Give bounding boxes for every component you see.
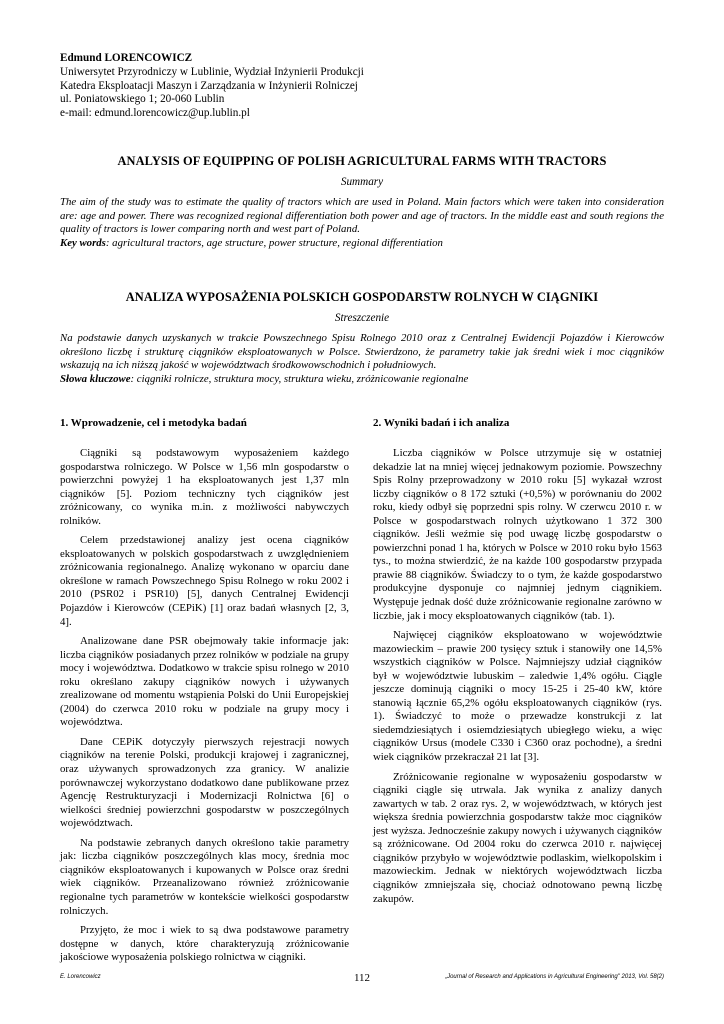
polish-summary-heading: Streszczenie xyxy=(334,312,390,324)
english-keywords-text: : agricultural tractors, age structure, power structure, regional differentiation xyxy=(105,236,443,249)
left-column xyxy=(60,416,349,965)
affiliation-line-university: Uniwersytet Przyrodniczy w Lublinie, Wydział Inżynierii Produkcji xyxy=(60,65,364,78)
paragraph: Analizowane dane PSR obejmowały takie informacje jak: liczba ciągników posiadanych przez rolników w podziale na grupy mocy i województwa. Dodatkowo w trakcie spisu rolnego w 2010 roku określano zakupy ciągników nowych i używanych zrealizowane od momentu wstąpienia Polski do Unii Europejskiej (2004) do czerwca 2010 roku w podziale na grupy mocy i województwa. xyxy=(60,635,349,729)
paragraph: Ciągniki są podstawowym wyposażeniem każdego gospodarstwa rolniczego. W Polsce w 1,56 mln gospodarstw o powierzchni powyżej 1 ha eksploatowanych jest 1,37 mln ciągników [5]. Poziom techniczny tych ciągników jest zróżnicowany, co wynika m.in. z możliwości nabywczych rolników. xyxy=(60,447,349,527)
affiliation-line-address: ul. Poniatowskiego 1; 20-060 Lublin xyxy=(60,93,225,106)
author-block xyxy=(60,52,480,121)
polish-title: ANALIZA WYPOSAŻENIA POLSKICH GOSPODARSTW ROLNYCH W CIĄGNIKI xyxy=(125,290,599,304)
polish-keywords-text: : ciągniki rolnicze, struktura mocy, struktura wieku, zróżnicowanie regionalne xyxy=(130,372,469,385)
paragraph: Liczba ciągników w Polsce utrzymuje się w ostatniej dekadzie lat na mniej więcej jednakowym poziomie. Powszechny Spis Rolny przeprowadzony w 2010 roku [5] wykazał wzrost liczby ciągników o 8 172 sztuki (+0,5%) w porównaniu do 2002 roku, kiedy odbył się poprzedni spis rolny. W czerwcu 2010 r. w Polsce w gospodarstwach rolnych użytkowano 1 372 300 ciągników. Jeśli weźmie się pod uwagę liczbę gospodarstw o powierzchni ponad 1 ha, których w Polsce w 2010 roku było 1563 tys., to można stwierdzić, że na każde 100 gospodarstw przypada prawie 88 ciągników. Świadczy to o tym, że każde gospodarstwo produkcyjne dysponuje co najmniej jednym ciągnikiem. Występuje jednak dość duże zróżnicowanie regionalne zarówno w liczbie, jak i mocy eksploatowanych ciągników (tab. 1). xyxy=(373,447,662,622)
author-name: Edmund LORENCOWICZ xyxy=(60,52,193,64)
english-title: ANALYSIS OF EQUIPPING OF POLISH AGRICULTURAL FARMS WITH TRACTORS xyxy=(117,154,607,168)
section-heading-results: 2. Wyniki badań i ich analiza xyxy=(373,417,510,429)
right-column xyxy=(373,416,662,906)
english-abstract xyxy=(60,196,664,250)
paragraph: Celem przedstawionej analizy jest ocena ciągników eksploatowanych w polskich gospodarstwach z uwzględnieniem zróżnicowania regionalnego. Analizę wykonano w oparciu dane określone w ramach Powszechnego Spisu Rolnego w roku 2002 i 2010 (PSR02 i PSR10) [5], danych Centralnej Ewidencji Pojazdów i Kierowców (CEPiK) [1] oraz badań własnych [2, 3, 4]. xyxy=(60,534,349,628)
polish-abstract xyxy=(60,332,664,386)
paragraph: Dane CEPiK dotyczyły pierwszych rejestracji nowych ciągników na terenie Polski, produkcji krajowej i zagranicznej, oraz używanych sprowadzonych zza granicy. W analizie porównawczej wykorzystano dodatkowo dane publikowane przez Agencję Restrukturyzacji i Modernizacji Rolnictwa [6] o wielkości średniej powierzchni gospodarstw w poszczególnych województwach. xyxy=(60,735,349,830)
footer-journal: „Journal of Research and Applications in Agricultural Engineering" 2013, Vol. 58(2) xyxy=(445,974,664,980)
paragraph: Zróżnicowanie regionalne w wyposażeniu gospodarstw w ciągniki ciągle się utrwala. Jak wynika z analizy danych zawartych w tab. 2 oraz rys. 2, w województwach, w których jest większa średnia powierzchnia gospodarstw także moc ciągników jest wyższa. Jednocześnie zakupy nowych i używanych ciągników są zróżnicowane. Od 2004 roku do czerwca 2010 r. najwięcej ciągników przybyło w województwie podlaskim, wielkopolskim i mazowieckim. Jednak w niektórych województwach liczba ciągników zmniejszała się, chociaż odnotowano pewną liczbę zakupów. xyxy=(373,770,662,905)
polish-keywords-label: Słowa kluczowe xyxy=(60,372,131,385)
page-number: 112 xyxy=(353,972,371,984)
affiliation-line-department: Katedra Eksploatacji Maszyn i Zarządzania w Inżynierii Rolniczej xyxy=(60,79,358,92)
english-summary-text: The aim of the study was to estimate the quality of tractors which are used in Poland. Main factors which were taken into consideration are: age and power. There was recognized regional differentiation both power and age of tractors. In the middle east and south regions the quality of tractors is lower comparing north and west part of Poland. xyxy=(60,196,664,236)
english-keywords-label: Key words xyxy=(60,236,106,249)
paragraph: Na podstawie zebranych danych określono takie parametry jak: liczba ciągników poszczególnych klas mocy, średnia moc ciągników eksploatowanych i kupowanych w Polsce oraz średni wiek ciągników. Przeanalizowano również zróżnicowanie regionalne tych parametrów w kontekście wielkości gospodarstw rolniczych. xyxy=(60,836,349,917)
affiliation-line-email: e-mail: edmund.lorencowicz@up.lublin.pl xyxy=(60,107,250,120)
paragraph: Przyjęto, że moc i wiek to są dwa podstawowe parametry dostępne w danych, które charakteryzują zróżnicowanie jakościowe wyposażenia polskiego rolnictwa w ciągniki. xyxy=(60,924,349,964)
english-summary-heading: Summary xyxy=(340,176,384,188)
footer-author: E. Lorencowicz xyxy=(60,974,101,980)
paragraph: Najwięcej ciągników eksploatowano w województwie mazowieckim – prawie 200 tysięcy sztuk i stanowiły one 14,5% wszystkich ciągników w Polsce. Najmniejszy udział ciągników był w województwie lubuskim – zaledwie 1,4% ogółu. Ciągle jeszcze dominują ciągniki o mocy 15-25 i 25-40 kW, które stanowią łącznie 65,2% ogółu eksploatowanych ciągników (rys. 1). Świadczyć to może o przewadze konstrukcji z lat siedemdziesiątych i osiemdziesiątych ubiegłego wieku, a więc ciągników Ursus (modele C330 i C360 oraz pochodne), a średni wiek ciągników przekraczał 21 lat [3]. xyxy=(373,629,662,764)
polish-summary-text: Na podstawie danych uzyskanych w trakcie Powszechnego Spisu Rolnego 2010 oraz z Centralnej Ewidencji Pojazdów i Kierowców określono liczbę i strukturę ciągników eksploatowanych w Polsce. Stwierdzono, że parametry takie jak średni wiek i moc ciągników wskazują na ich niższą jakość w województwach środkowowschodnich i południowych. xyxy=(60,332,664,372)
section-heading-introduction: 1. Wprowadzenie, cel i metodyka badań xyxy=(60,417,247,429)
